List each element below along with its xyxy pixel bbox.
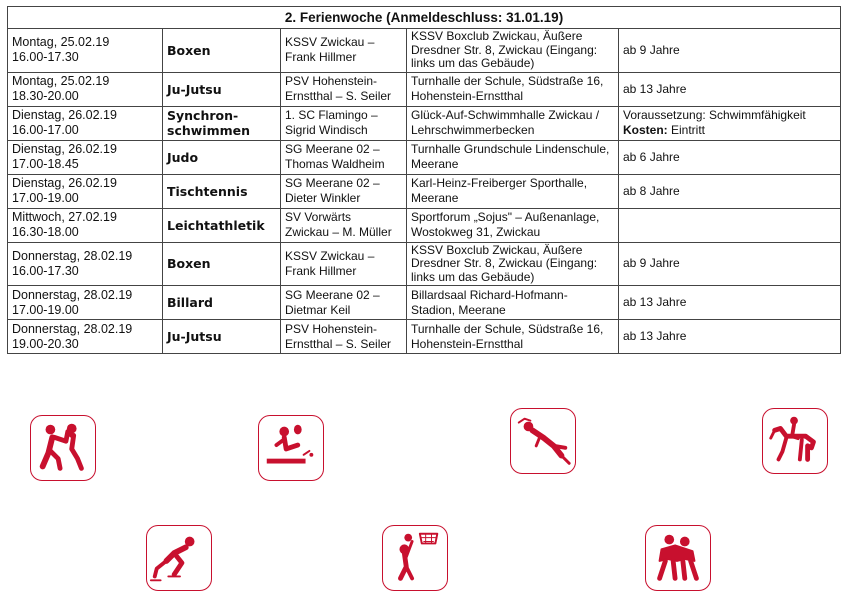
- location-cell: Glück-Auf-Schwimmhalle Zwickau / Lehrschwimmerbecken: [407, 106, 619, 140]
- table-row: [8, 242, 841, 286]
- trainer-cell: PSV Hohenstein- Ernstthal – S. Seiler: [281, 72, 407, 106]
- trainer-cell: 1. SC Flamingo – Sigrid Windisch: [281, 106, 407, 140]
- note-cell: [619, 208, 841, 242]
- date-cell: Montag, 25.02.19 18.30-20.00: [8, 72, 163, 106]
- table-row: [8, 29, 841, 73]
- location-cell: KSSV Boxclub Zwickau, Äußere Dresdner Str. 8, Zwickau (Eingang: links um das Gebäude): [407, 242, 619, 286]
- date-cell: Mittwoch, 27.02.19 16.30-18.00: [8, 208, 163, 242]
- basketball-icon: [382, 525, 448, 591]
- schedule-table: [7, 6, 841, 354]
- table-row: [8, 174, 841, 208]
- table-tennis-icon: [258, 415, 324, 481]
- table-row: [8, 72, 841, 106]
- boxing-icon: [30, 415, 96, 481]
- table-row: [8, 320, 841, 354]
- date-cell: Donnerstag, 28.02.19 16.00-17.30: [8, 242, 163, 286]
- sport-cell: Ju-Jutsu: [163, 320, 281, 354]
- date-cell: Dienstag, 26.02.19 16.00-17.00: [8, 106, 163, 140]
- note-cell: ab 6 Jahre: [619, 140, 841, 174]
- date-cell: Donnerstag, 28.02.19 17.00-19.00: [8, 286, 163, 320]
- location-cell: Turnhalle Grundschule Lindenschule, Meerane: [407, 140, 619, 174]
- schedule-title: 2. Ferienwoche (Anmeldeschluss: 31.01.19): [8, 7, 841, 29]
- location-cell: Turnhalle der Schule, Südstraße 16, Hohenstein-Ernstthal: [407, 72, 619, 106]
- date-cell: Donnerstag, 28.02.19 19.00-20.30: [8, 320, 163, 354]
- table-row: [8, 208, 841, 242]
- note-cell: ab 13 Jahre: [619, 72, 841, 106]
- date-cell: Dienstag, 26.02.19 17.00-18.45: [8, 140, 163, 174]
- sport-cell: Boxen: [163, 29, 281, 73]
- date-cell: Montag, 25.02.19 16.00-17.30: [8, 29, 163, 73]
- note-cell: ab 8 Jahre: [619, 174, 841, 208]
- date-cell: Dienstag, 26.02.19 17.00-19.00: [8, 174, 163, 208]
- note-cell: ab 13 Jahre: [619, 286, 841, 320]
- sport-cell: Judo: [163, 140, 281, 174]
- trainer-cell: KSSV Zwickau – Frank Hillmer: [281, 242, 407, 286]
- judo-icon: [645, 525, 711, 591]
- equestrian-icon: [762, 408, 828, 474]
- sport-cell: Tischtennis: [163, 174, 281, 208]
- location-cell: Turnhalle der Schule, Südstraße 16, Hohenstein-Ernstthal: [407, 320, 619, 354]
- diving-icon: [510, 408, 576, 474]
- trainer-cell: PSV Hohenstein- Ernstthal – S. Seiler: [281, 320, 407, 354]
- table-row: [8, 286, 841, 320]
- table-row: [8, 140, 841, 174]
- location-cell: Karl-Heinz-Freiberger Sporthalle, Meerane: [407, 174, 619, 208]
- note-cell: Voraussetzung: Schwimmfähigkeit Kosten: Eintritt: [619, 106, 841, 140]
- table-header-row: [8, 7, 841, 29]
- sport-cell: Boxen: [163, 242, 281, 286]
- sport-cell: Billard: [163, 286, 281, 320]
- trainer-cell: SV Vorwärts Zwickau – M. Müller: [281, 208, 407, 242]
- location-cell: Billardsaal Richard-Hofmann- Stadion, Meerane: [407, 286, 619, 320]
- table-row: [8, 106, 841, 140]
- trainer-cell: KSSV Zwickau – Frank Hillmer: [281, 29, 407, 73]
- speed-skating-icon: [146, 525, 212, 591]
- sport-cell: Ju-Jutsu: [163, 72, 281, 106]
- location-cell: Sportforum „Sojus" – Außenanlage, Wostokweg 31, Zwickau: [407, 208, 619, 242]
- sport-cell: Synchron- schwimmen: [163, 106, 281, 140]
- note-cell: ab 9 Jahre: [619, 29, 841, 73]
- trainer-cell: SG Meerane 02 – Dietmar Keil: [281, 286, 407, 320]
- trainer-cell: SG Meerane 02 – Dieter Winkler: [281, 174, 407, 208]
- trainer-cell: SG Meerane 02 – Thomas Waldheim: [281, 140, 407, 174]
- note-cell: ab 13 Jahre: [619, 320, 841, 354]
- location-cell: KSSV Boxclub Zwickau, Äußere Dresdner Str. 8, Zwickau (Eingang: links um das Gebäude): [407, 29, 619, 73]
- sport-cell: Leichtathletik: [163, 208, 281, 242]
- note-cell: ab 9 Jahre: [619, 242, 841, 286]
